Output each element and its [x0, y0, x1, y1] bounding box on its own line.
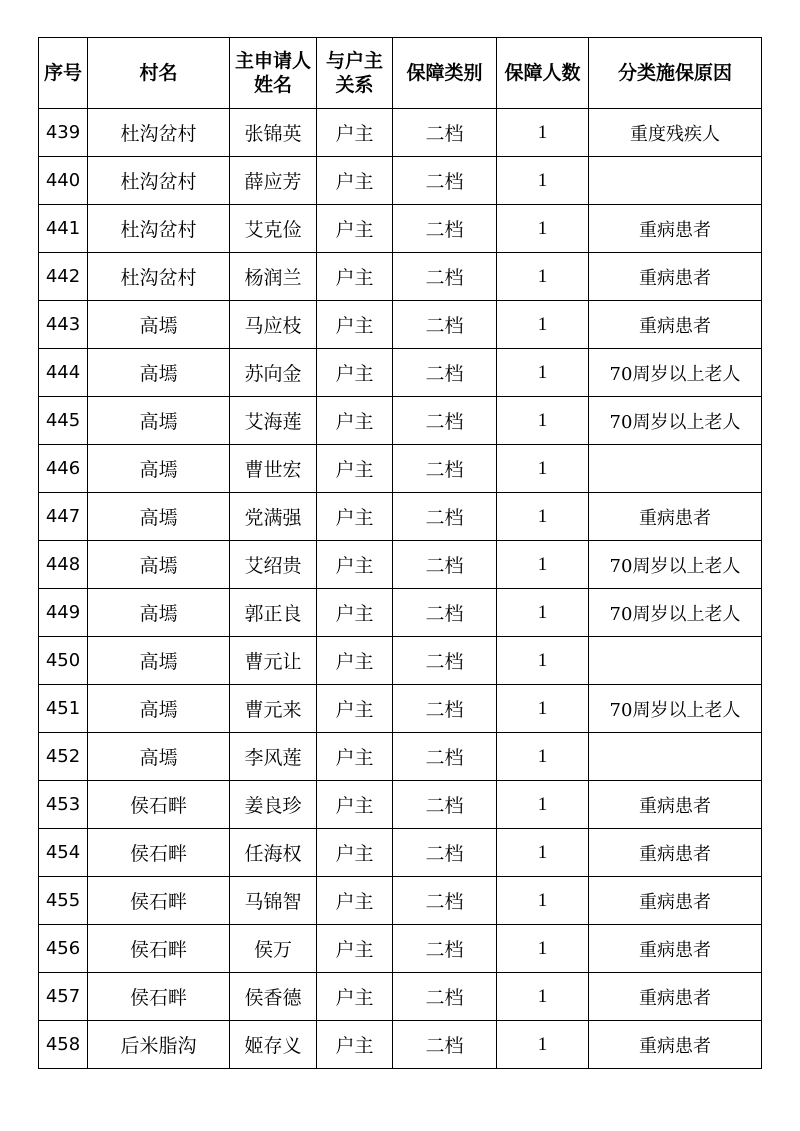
cell-relation: 户主	[317, 397, 393, 445]
cell-reason: 重病患者	[589, 781, 762, 829]
cell-count: 1	[497, 733, 589, 781]
cell-category: 二档	[393, 541, 497, 589]
cell-seq: 442	[39, 253, 88, 301]
cell-seq: 457	[39, 973, 88, 1021]
table-row	[39, 157, 762, 205]
cell-seq: 454	[39, 829, 88, 877]
cell-category: 二档	[393, 877, 497, 925]
cell-seq: 444	[39, 349, 88, 397]
cell-relation: 户主	[317, 349, 393, 397]
cell-village: 侯石畔	[88, 781, 230, 829]
cell-relation: 户主	[317, 829, 393, 877]
header-village: 村名	[88, 38, 230, 109]
cell-relation: 户主	[317, 877, 393, 925]
cell-village: 高墕	[88, 685, 230, 733]
cell-reason: 重病患者	[589, 925, 762, 973]
cell-category: 二档	[393, 157, 497, 205]
cell-reason: 重病患者	[589, 253, 762, 301]
cell-applicant-name: 侯香德	[230, 973, 317, 1021]
cell-relation: 户主	[317, 157, 393, 205]
cell-reason: 70周岁以上老人	[589, 541, 762, 589]
header-row	[39, 38, 762, 109]
cell-count: 1	[497, 493, 589, 541]
cell-category: 二档	[393, 733, 497, 781]
cell-village: 高墕	[88, 397, 230, 445]
cell-count: 1	[497, 445, 589, 493]
cell-reason: 70周岁以上老人	[589, 349, 762, 397]
table-row	[39, 205, 762, 253]
header-category: 保障类别	[393, 38, 497, 109]
table-row	[39, 973, 762, 1021]
cell-reason	[589, 157, 762, 205]
cell-applicant-name: 曹元来	[230, 685, 317, 733]
cell-applicant-name: 杨润兰	[230, 253, 317, 301]
cell-count: 1	[497, 349, 589, 397]
cell-count: 1	[497, 157, 589, 205]
cell-applicant-name: 侯万	[230, 925, 317, 973]
cell-village: 杜沟岔村	[88, 109, 230, 157]
cell-reason: 重病患者	[589, 205, 762, 253]
cell-category: 二档	[393, 205, 497, 253]
table-row	[39, 637, 762, 685]
cell-category: 二档	[393, 1021, 497, 1069]
cell-village: 杜沟岔村	[88, 157, 230, 205]
cell-count: 1	[497, 589, 589, 637]
header-relation: 与户主关系	[317, 38, 393, 109]
cell-category: 二档	[393, 253, 497, 301]
cell-seq: 439	[39, 109, 88, 157]
cell-relation: 户主	[317, 685, 393, 733]
cell-reason	[589, 733, 762, 781]
cell-count: 1	[497, 301, 589, 349]
cell-applicant-name: 郭正良	[230, 589, 317, 637]
table-row	[39, 397, 762, 445]
table-row	[39, 349, 762, 397]
cell-category: 二档	[393, 109, 497, 157]
cell-applicant-name: 马锦智	[230, 877, 317, 925]
table-row	[39, 589, 762, 637]
cell-relation: 户主	[317, 925, 393, 973]
cell-reason	[589, 637, 762, 685]
cell-relation: 户主	[317, 733, 393, 781]
cell-seq: 458	[39, 1021, 88, 1069]
header-seq: 序号	[39, 38, 88, 109]
cell-relation: 户主	[317, 445, 393, 493]
cell-category: 二档	[393, 973, 497, 1021]
cell-reason: 重病患者	[589, 829, 762, 877]
cell-count: 1	[497, 781, 589, 829]
header-applicant: 主申请人姓名	[230, 38, 317, 109]
cell-category: 二档	[393, 637, 497, 685]
cell-village: 杜沟岔村	[88, 253, 230, 301]
cell-relation: 户主	[317, 973, 393, 1021]
cell-village: 杜沟岔村	[88, 205, 230, 253]
cell-seq: 445	[39, 397, 88, 445]
cell-seq: 452	[39, 733, 88, 781]
cell-category: 二档	[393, 349, 497, 397]
cell-relation: 户主	[317, 541, 393, 589]
cell-village: 高墕	[88, 541, 230, 589]
cell-applicant-name: 姜良珍	[230, 781, 317, 829]
cell-seq: 451	[39, 685, 88, 733]
table-row	[39, 541, 762, 589]
cell-village: 高墕	[88, 445, 230, 493]
cell-relation: 户主	[317, 589, 393, 637]
cell-applicant-name: 姬存义	[230, 1021, 317, 1069]
cell-category: 二档	[393, 301, 497, 349]
cell-relation: 户主	[317, 1021, 393, 1069]
cell-village: 高墕	[88, 301, 230, 349]
cell-count: 1	[497, 877, 589, 925]
cell-category: 二档	[393, 829, 497, 877]
cell-applicant-name: 李风莲	[230, 733, 317, 781]
cell-reason: 70周岁以上老人	[589, 685, 762, 733]
cell-seq: 449	[39, 589, 88, 637]
table-row	[39, 781, 762, 829]
cell-seq: 441	[39, 205, 88, 253]
cell-relation: 户主	[317, 781, 393, 829]
cell-count: 1	[497, 1021, 589, 1069]
cell-relation: 户主	[317, 253, 393, 301]
cell-category: 二档	[393, 589, 497, 637]
table-row	[39, 301, 762, 349]
cell-seq: 446	[39, 445, 88, 493]
cell-village: 高墕	[88, 637, 230, 685]
cell-category: 二档	[393, 397, 497, 445]
cell-reason: 重病患者	[589, 973, 762, 1021]
cell-applicant-name: 任海权	[230, 829, 317, 877]
cell-applicant-name: 张锦英	[230, 109, 317, 157]
cell-reason: 70周岁以上老人	[589, 589, 762, 637]
cell-village: 后米脂沟	[88, 1021, 230, 1069]
cell-village: 高墕	[88, 493, 230, 541]
cell-reason	[589, 445, 762, 493]
cell-seq: 456	[39, 925, 88, 973]
table-row	[39, 829, 762, 877]
cell-seq: 440	[39, 157, 88, 205]
cell-applicant-name: 党满强	[230, 493, 317, 541]
cell-reason: 重病患者	[589, 493, 762, 541]
table-row	[39, 685, 762, 733]
table-row	[39, 109, 762, 157]
cell-category: 二档	[393, 685, 497, 733]
cell-count: 1	[497, 205, 589, 253]
cell-relation: 户主	[317, 109, 393, 157]
cell-reason: 重病患者	[589, 1021, 762, 1069]
cell-applicant-name: 马应枝	[230, 301, 317, 349]
table-row	[39, 1021, 762, 1069]
cell-relation: 户主	[317, 637, 393, 685]
table-body	[39, 109, 762, 1069]
cell-applicant-name: 艾克俭	[230, 205, 317, 253]
cell-count: 1	[497, 829, 589, 877]
cell-count: 1	[497, 541, 589, 589]
cell-count: 1	[497, 109, 589, 157]
cell-count: 1	[497, 925, 589, 973]
cell-relation: 户主	[317, 493, 393, 541]
cell-village: 侯石畔	[88, 829, 230, 877]
cell-count: 1	[497, 253, 589, 301]
cell-seq: 447	[39, 493, 88, 541]
cell-reason: 重病患者	[589, 301, 762, 349]
cell-count: 1	[497, 637, 589, 685]
table-row	[39, 493, 762, 541]
cell-village: 高墕	[88, 589, 230, 637]
cell-seq: 443	[39, 301, 88, 349]
cell-category: 二档	[393, 925, 497, 973]
cell-category: 二档	[393, 493, 497, 541]
cell-seq: 448	[39, 541, 88, 589]
cell-village: 高墕	[88, 733, 230, 781]
header-reason: 分类施保原因	[589, 38, 762, 109]
cell-village: 侯石畔	[88, 973, 230, 1021]
cell-relation: 户主	[317, 205, 393, 253]
cell-applicant-name: 薛应芳	[230, 157, 317, 205]
table-row	[39, 925, 762, 973]
cell-count: 1	[497, 973, 589, 1021]
cell-applicant-name: 曹世宏	[230, 445, 317, 493]
cell-village: 侯石畔	[88, 925, 230, 973]
table-row	[39, 445, 762, 493]
cell-seq: 450	[39, 637, 88, 685]
cell-village: 侯石畔	[88, 877, 230, 925]
cell-category: 二档	[393, 445, 497, 493]
cell-category: 二档	[393, 781, 497, 829]
cell-reason: 重病患者	[589, 877, 762, 925]
cell-count: 1	[497, 397, 589, 445]
cell-reason: 重度残疾人	[589, 109, 762, 157]
cell-applicant-name: 艾海莲	[230, 397, 317, 445]
cell-village: 高墕	[88, 349, 230, 397]
table-row	[39, 733, 762, 781]
cell-applicant-name: 曹元让	[230, 637, 317, 685]
header-count: 保障人数	[497, 38, 589, 109]
table-row	[39, 253, 762, 301]
cell-applicant-name: 艾绍贵	[230, 541, 317, 589]
cell-seq: 455	[39, 877, 88, 925]
table-row	[39, 877, 762, 925]
cell-seq: 453	[39, 781, 88, 829]
cell-relation: 户主	[317, 301, 393, 349]
cell-count: 1	[497, 685, 589, 733]
cell-reason: 70周岁以上老人	[589, 397, 762, 445]
cell-applicant-name: 苏向金	[230, 349, 317, 397]
assistance-table	[38, 37, 762, 1069]
